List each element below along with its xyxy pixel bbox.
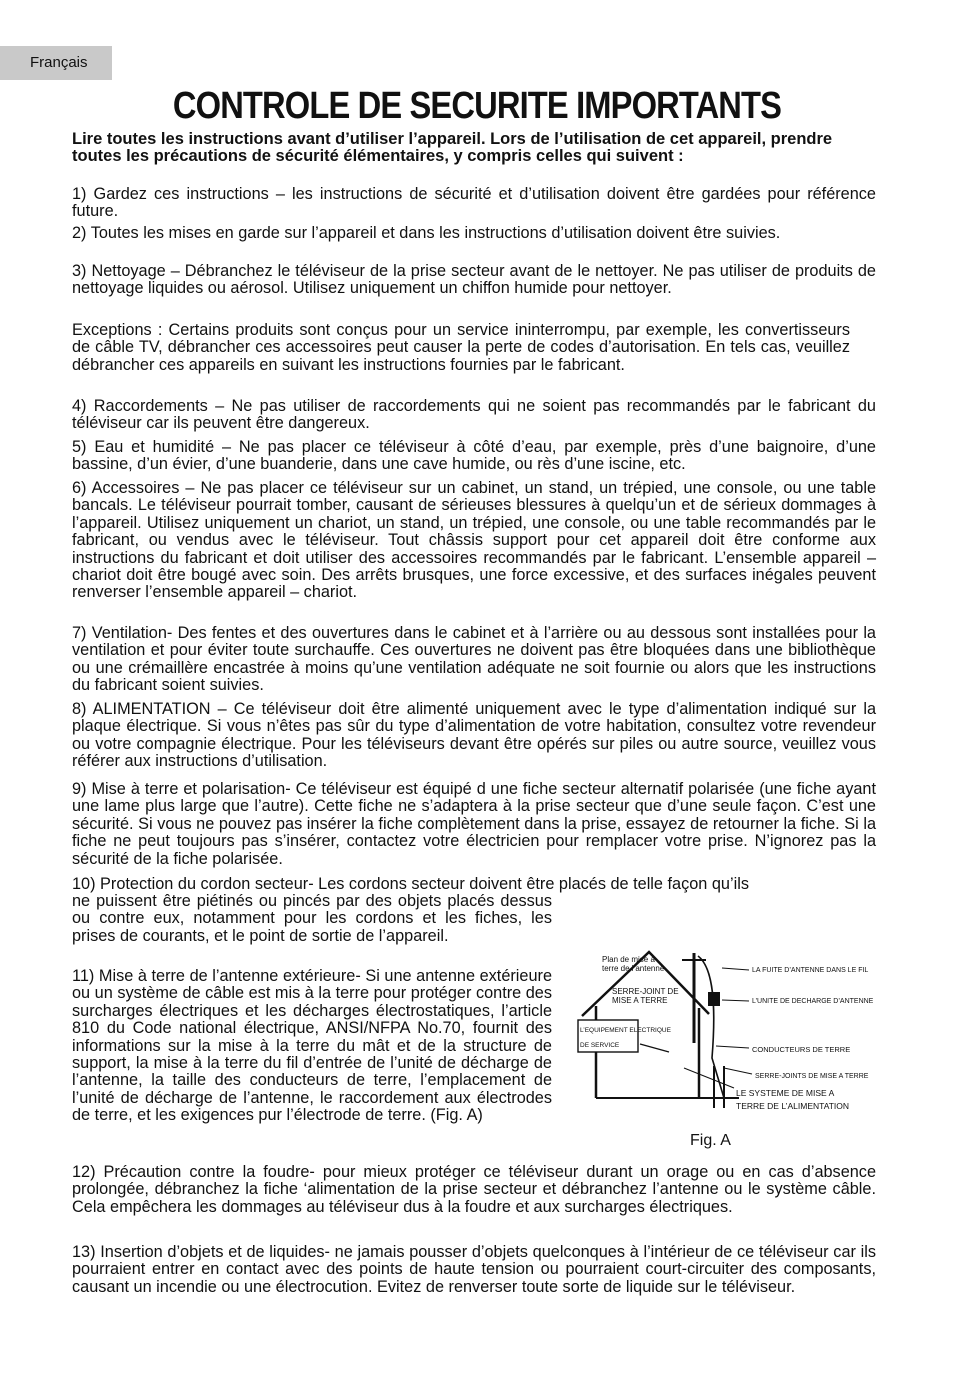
item-11: 11) Mise à terre de l’antenne extérieure- Si une antenne extérieure ou un système de câble est mis à la terre pour protéger contre des surcharges électriques et les décharges électrostatiques, l’article 810 du Code national électrique, ANSI/NFPA No.70, fournit des informations sur la mise à la terre du mât et de la structure de support, la mise à la terre du fil d’entrée de l’unité de décharge de l’antenne, la taille des conducteurs de terre, l’emplacement de l’unité de décharge de l’antenne, le raccordement aux électrodes de terre, et les exigences pur l’électrode de terre. (Fig. A) [72, 967, 552, 1125]
arrow-fuite [722, 968, 749, 970]
label-plan-2: terre de l’antenne [602, 964, 665, 973]
label-serre-2: MISE A TERRE [612, 996, 668, 1005]
page-title: CONTROLE DE SECURITE IMPORTANTS [172, 85, 782, 127]
exceptions: Exceptions : Certains produits sont conçus pour un service ininterrompu, par exemple, les convertisseurs de câble TV, débrancher ces accessoires peut causer la perte de codes d’autorisation. En tels cas, veuillez débrancher ces appareils en suivant les instructions fournies par le fabricant. [72, 321, 850, 374]
item-1: 1) Gardez ces instructions – les instructions de sécurité et d’utilisation doivent être gardées pour référence future. [72, 185, 876, 221]
antenna-grounding-diagram [574, 948, 874, 1118]
label-systeme-1: LE SYSTEME DE MISE A [736, 1088, 835, 1098]
arrow-systeme [684, 1068, 734, 1088]
label-conducteurs: CONDUCTEURS DE TERRE [752, 1045, 851, 1054]
item-10-first-line: 10) Protection du cordon secteur- Les cordons secteur doivent être placés de telle façon qu’ils [72, 875, 749, 893]
item-2: 2) Toutes les mises en garde sur l’appareil et dans les instructions d’utilisation doivent être suivies. [72, 224, 781, 242]
item-7: 7) Ventilation- Des fentes et des ouvertures dans le cabinet et à l’arrière ou au dessous sont installées pour la ventilation et pour éviter toute surchauffe. Ces ouvertures ne doivent pas être bloquées dans une bibliothèque ou une crémaillère encastrée à moins qu’une ventilation adéquate ne soit fournie ou alors que les instructions du fabricant soient suivies. [72, 624, 876, 695]
item-8: 8) ALIMENTATION – Ce téléviseur doit être alimenté uniquement avec le type d’alimentation indiqué sur la plaque électrique. Si vous n’êtes pas sûr du type d’alimentation de votre habitation, consultez votre revendeur ou votre compagnie électrique. Pour les téléviseurs devant être opérés sur piles ou autre source, veuillez vous référer aux instructions d’utilisation. [72, 700, 876, 771]
item-10-rest: ne puissent être piétinés ou pincés par des objets placés dessus ou contre eux, notamment pour les cordons et les fiches, les prises de courants, et le point de sortie de l’appareil. [72, 892, 552, 945]
arrow-service [640, 1044, 669, 1052]
label-serres: SERRE-JOINTS DE MISE A TERRE [755, 1073, 869, 1080]
label-systeme-2: TERRE DE L’ALIMENTATION [736, 1101, 850, 1111]
label-unite: L’UNITE DE DECHARGE D’ANTENNE [752, 998, 874, 1005]
arrow-unite [722, 1000, 749, 1001]
item-3: 3) Nettoyage – Débranchez le téléviseur de la prise secteur avant de le nettoyer. Ne pas utiliser de produits de nettoyage liquides ou aérosol. Utilisez uniquement un chiffon humide pour nettoyer. [72, 262, 876, 298]
label-equip-2: DE SERVICE [580, 1042, 620, 1049]
arrow-conducteurs [716, 1046, 749, 1048]
item-4: 4) Raccordements – Ne pas utiliser de raccordements qui ne soient pas recommandés par le fabricant du téléviseur car ils peuvent être dangereux. [72, 397, 876, 433]
label-serre-1: SERRE-JOINT DE [612, 987, 679, 996]
language-tab: Français [0, 46, 112, 80]
antenna-grounding-figure [574, 948, 874, 1118]
label-equip-1: L’EQUIPEMENT ELECTRIQUE [580, 1027, 671, 1034]
item-5: 5) Eau et humidité – Ne pas placer ce téléviseur à côté d’eau, par exemple, près d’une baignoire, d’une bassine, d’un évier, d’une buanderie, dans une cave humide, ou rès d’une iscine, etc. [72, 438, 876, 474]
lead-in-wire [698, 956, 724, 1098]
label-plan-1: Plan de mise à [602, 955, 655, 964]
item-9: 9) Mise à terre et polarisation- Ce téléviseur est équipé d une fiche secteur alternatif polarisée (une fiche ayant une lame plus large que l’autre). Cette fiche ne s’adaptera à la prise secteur que d’une seule façon. C’est une sécurité. Si vous ne pouvez pas insérer la fiche complètement dans la prise, essayez de retourner la fiche. Si la fiche ne peut toujours pas s’insérer, contactez votre électricien pour remplacer votre prise. N’ignorez pas la sécurité de la fiche polarisée. [72, 780, 876, 868]
label-fuite: LA FUITE D’ANTENNE DANS LE FIL [752, 967, 869, 974]
item-6: 6) Accessoires – Ne pas placer ce téléviseur sur un cabinet, un stand, un trépied, une console, ou une table bancals. Le téléviseur pourrait tomber, causant de sérieuses blessures à quelqu’un et de sérieux dommages à l’appareil. Utilisez uniquement un chariot, un stand, un trépied, une console, ou une table recommandés par le fabricant, ou vendus avec le téléviseur. Tout châssis support pour cet appareil doit être conforme aux instructions du fabricant et doit utiliser des accessoires recommandés par le fabricant. L’ensemble appareil – chariot doit être bougé avec soin. Des arrêts brusques, une force excessive, et des surfaces inégales peuvent renverser l’ensemble appareil – chariot. [72, 479, 876, 602]
discharge-unit [708, 992, 720, 1006]
item-13: 13) Insertion d’objets et de liquides- ne jamais pousser d’objets quelconques à l’intérieur de ce téléviseur car ils pourraient entrer en contact avec des points de haute tension ou pourraient court-circuiter des composants, causant un incendie ou une électrocution. Evitez de renverser toute sorte de liquide sur le téléviseur. [72, 1243, 876, 1296]
arrow-serres [724, 1068, 752, 1074]
intro-text: Lire toutes les instructions avant d’utiliser l’appareil. Lors de l’utilisation de cet appareil, prendre toutes les précautions de sécurité élémentaires, y compris celles qui suivent : [72, 130, 833, 165]
item-12: 12) Précaution contre la foudre- pour mieux protéger ce téléviseur durant un orage ou en cas d’absence prolongée, débranchez la fiche ‘alimentation de la prise secteur et débranchez l’antenne ou le système câble. Cela empêchera les dommages au téléviseur dus à la foudre et aux surcharges électriques. [72, 1163, 876, 1216]
figure-caption: Fig. A [690, 1132, 731, 1149]
